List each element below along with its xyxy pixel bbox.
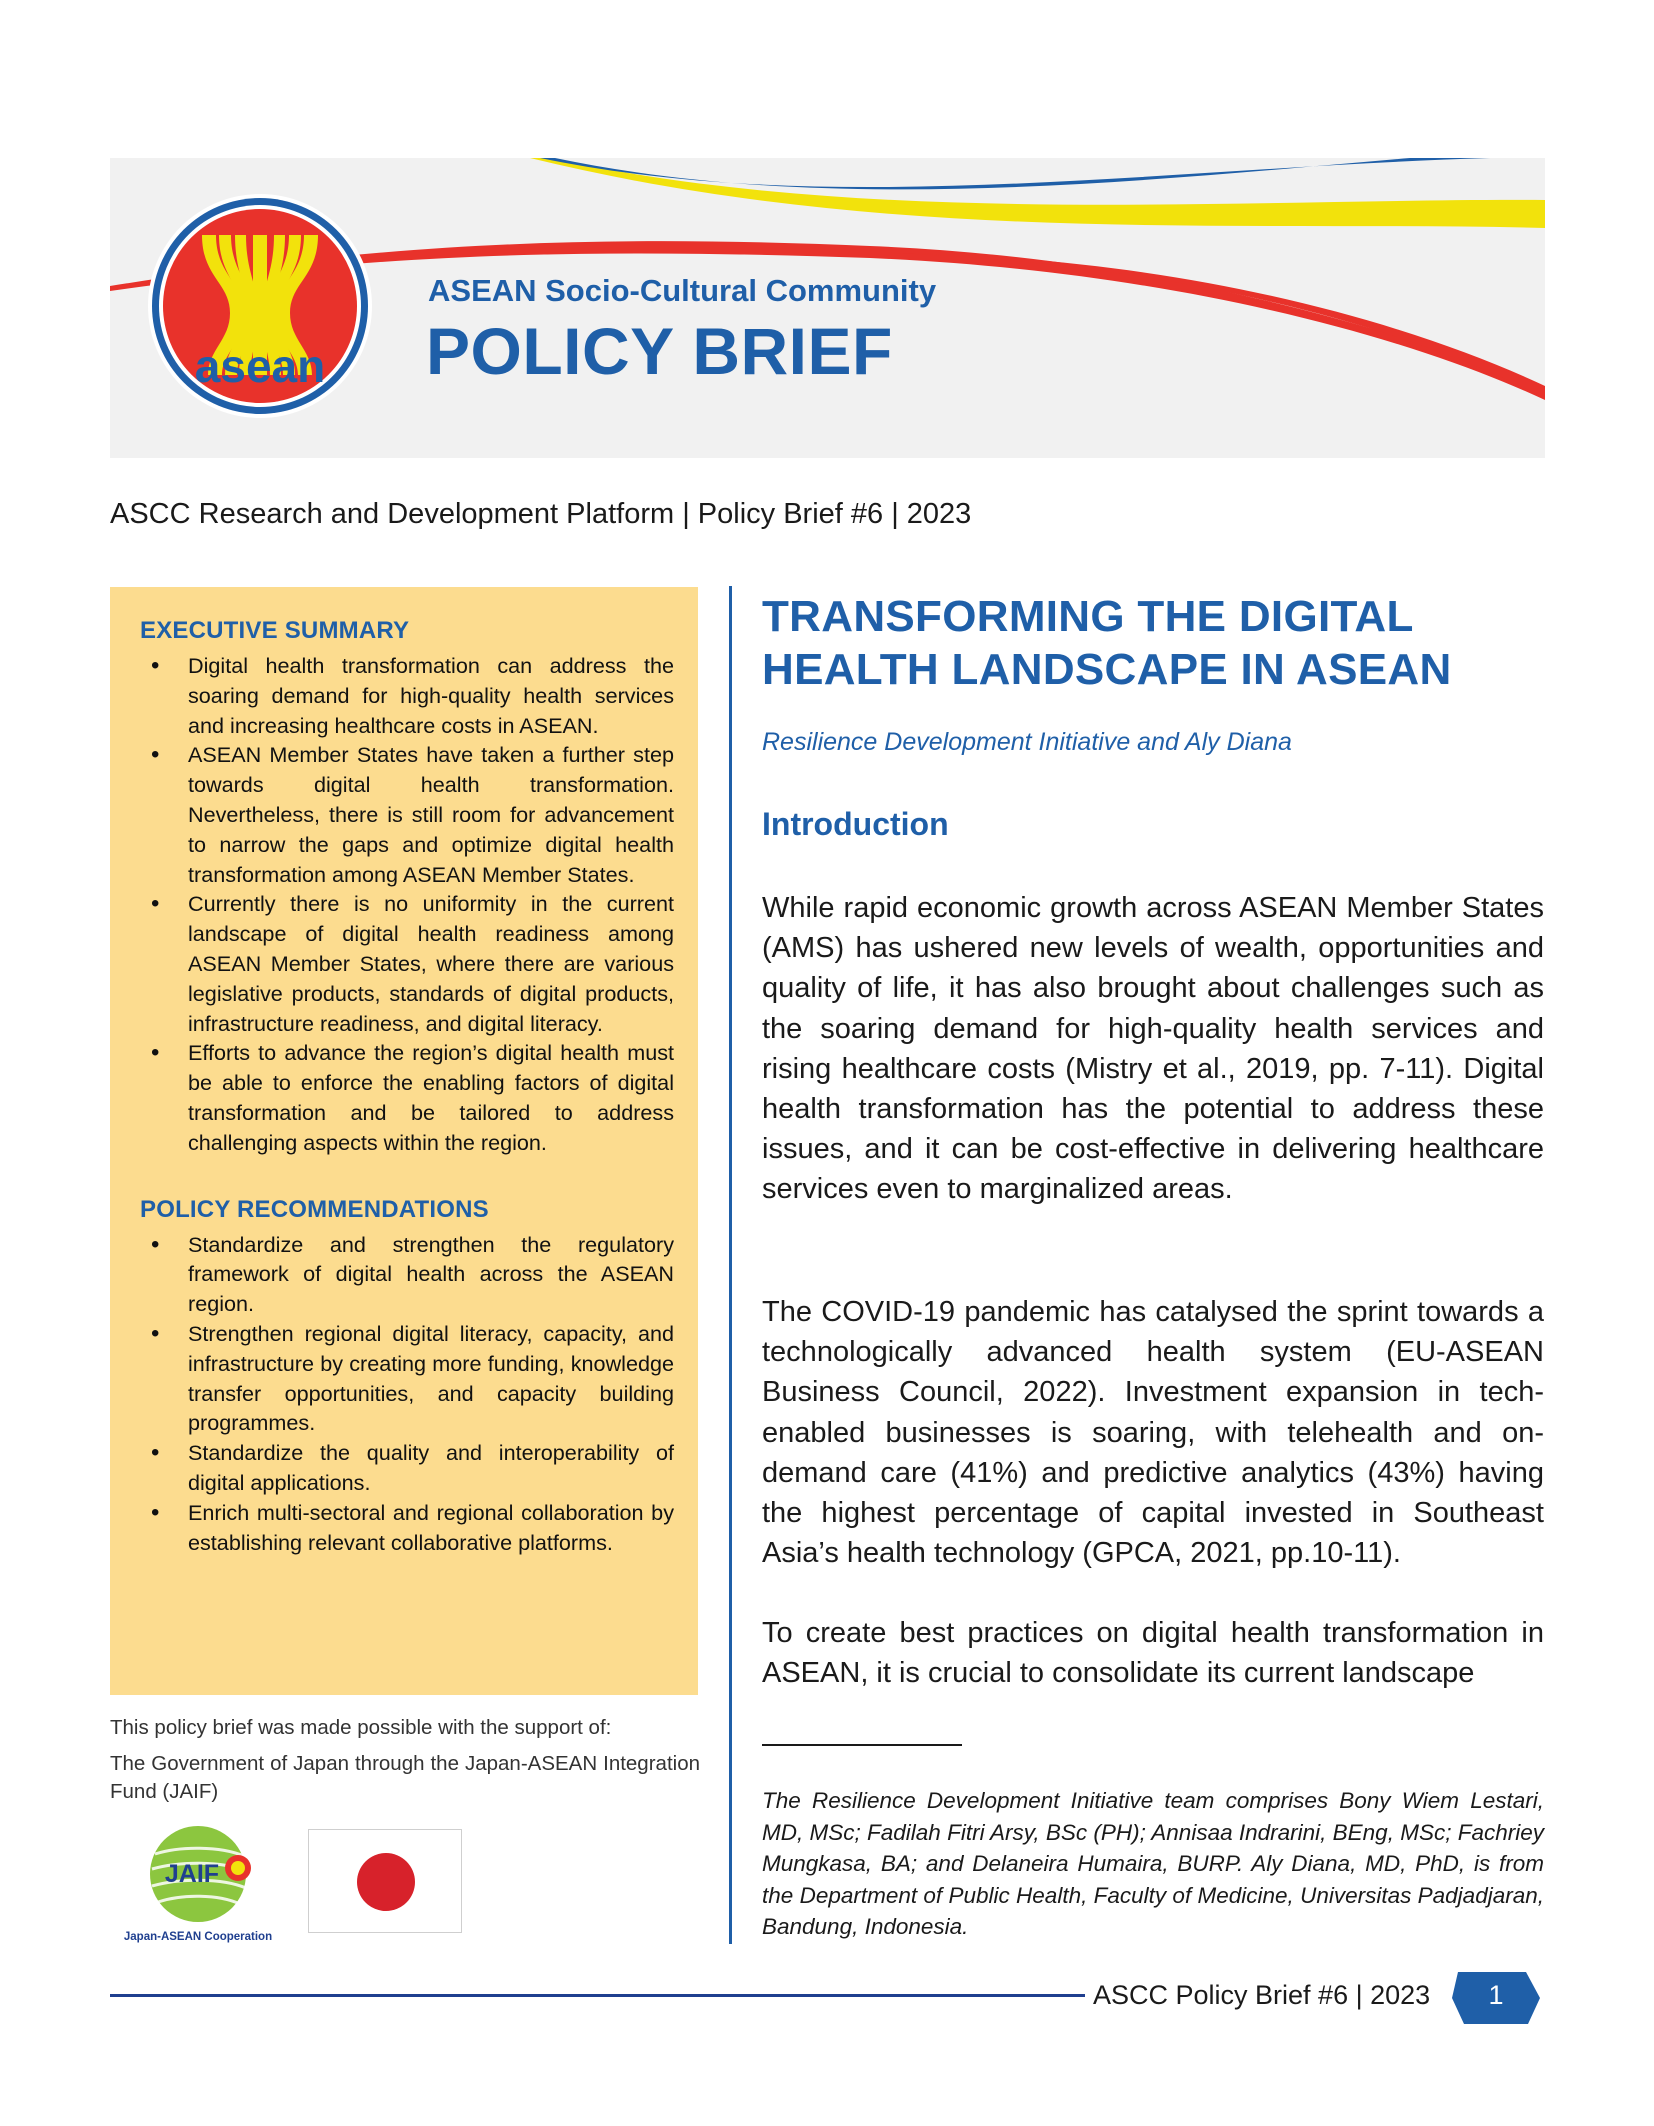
community-subtitle: ASEAN Socio-Cultural Community [428,273,937,308]
list-item: • Currently there is no uniformity in the current landscape of digital health readiness among ASEAN Member States, where there are various legislative products, standards of digital products, infrastructure readiness, and digital literacy. [140,889,674,1038]
list-item: • Enrich multi-sectoral and regional collaboration by establishing relevant collaborative platforms. [140,1498,674,1558]
list-item: • Digital health transformation can address the soaring demand for high-quality health services and increasing healthcare costs in ASEAN. [140,651,674,740]
body-paragraph: To create best practices on digital health transformation in ASEAN, it is crucial to consolidate its current landscape [762,1617,1544,1690]
platform-line: ASCC Research and Development Platform | Policy Brief #6 | 2023 [110,498,972,530]
policy-recommendations-heading: POLICY RECOMMENDATIONS [140,1195,489,1223]
svg-text:asean: asean [194,340,326,392]
support-government: The Government of Japan through the Japan-ASEAN Integration Fund (JAIF) [110,1752,700,1803]
list-item: • Standardize and strengthen the regulatory framework of digital health across the ASEAN region. [140,1230,674,1319]
executive-summary-box [110,587,698,1695]
jaif-logo [110,1824,285,1946]
page-number: 1 [1488,1980,1504,2010]
executive-summary-list [140,651,674,1158]
section-heading: Introduction [762,806,949,842]
list-item: • Standardize the quality and interoperability of digital applications. [140,1438,674,1498]
header-banner [110,158,1545,458]
executive-summary-heading: EXECUTIVE SUMMARY [140,617,410,644]
support-note [110,1714,700,1806]
list-item: • Efforts to advance the region’s digital health must be able to enforce the enabling factors of digital transformation and be tailored to address challenging aspects within the region. [140,1038,674,1157]
svg-text:Japan-ASEAN Cooperation: Japan-ASEAN Cooperation [123,1931,273,1943]
japan-flag [308,1829,462,1933]
policy-brief-title: POLICY BRIEF [426,314,893,388]
column-divider [729,586,732,1944]
support-intro: This policy brief was made possible with the support of: [110,1716,612,1739]
article-authors: Resilience Development Initiative and Aly Diana [762,728,1292,756]
footer-rule [110,1994,1085,1997]
article-title: TRANSFORMING THE DIGITAL HEALTH LANDSCAPE IN ASEAN [762,592,1452,694]
footer-text: ASCC Policy Brief #6 | 2023 [1093,1980,1431,2010]
footnote-rule [762,1744,962,1746]
page-number-tab [1450,1970,1542,2026]
body-paragraph: The COVID-19 pandemic has catalysed the sprint towards a technologically advanced health system (EU-ASEAN Business Council, 2022). Investment expansion in tech-enabled businesses is soaring, with telehealth and on-demand care (41%) and predictive analytics (43%) having the highest percentage of capital invested in Southeast Asia’s health technology (GPCA, 2021, pp.10-11). [762,1296,1544,1570]
asean-logo [145,190,375,422]
list-item: • Strengthen regional digital literacy, capacity, and infrastructure by creating more funding, knowledge transfer opportunities, and capacity building programmes. [140,1319,674,1438]
footnote: The Resilience Development Initiative team comprises Bony Wiem Lestari, MD, MSc; Fadilah Fitri Arsy, BSc (PH); Annisaa Indrarini, BEng, MSc; Fachriey Mungkasa, BA; and Delaneira Humaira, BURP. Aly Diana, MD, PhD, is from the Department of Public Health, Faculty of Medicine, Universitas Padjadjaran, Bandung, Indonesia. [762,1788,1544,1939]
japan-flag-sun [357,1853,415,1911]
list-item: • ASEAN Member States have taken a further step towards digital health transformation. Nevertheless, there is still room for advancement to narrow the gaps and optimize digital health transformation among ASEAN Member States. [140,740,674,889]
svg-text:JAIF: JAIF [164,1860,220,1888]
policy-recommendations-list [140,1230,674,1558]
body-paragraph: While rapid economic growth across ASEAN Member States (AMS) has ushered new levels of wealth, opportunities and quality of life, it has also brought about challenges such as the soaring demand for high-quality health services and rising healthcare costs (Mistry et al., 2019, pp. 7-11). Digital health transformation has the potential to address these issues, and it can be cost-effective in delivering healthcare services even to marginalized areas. [762,892,1544,1206]
